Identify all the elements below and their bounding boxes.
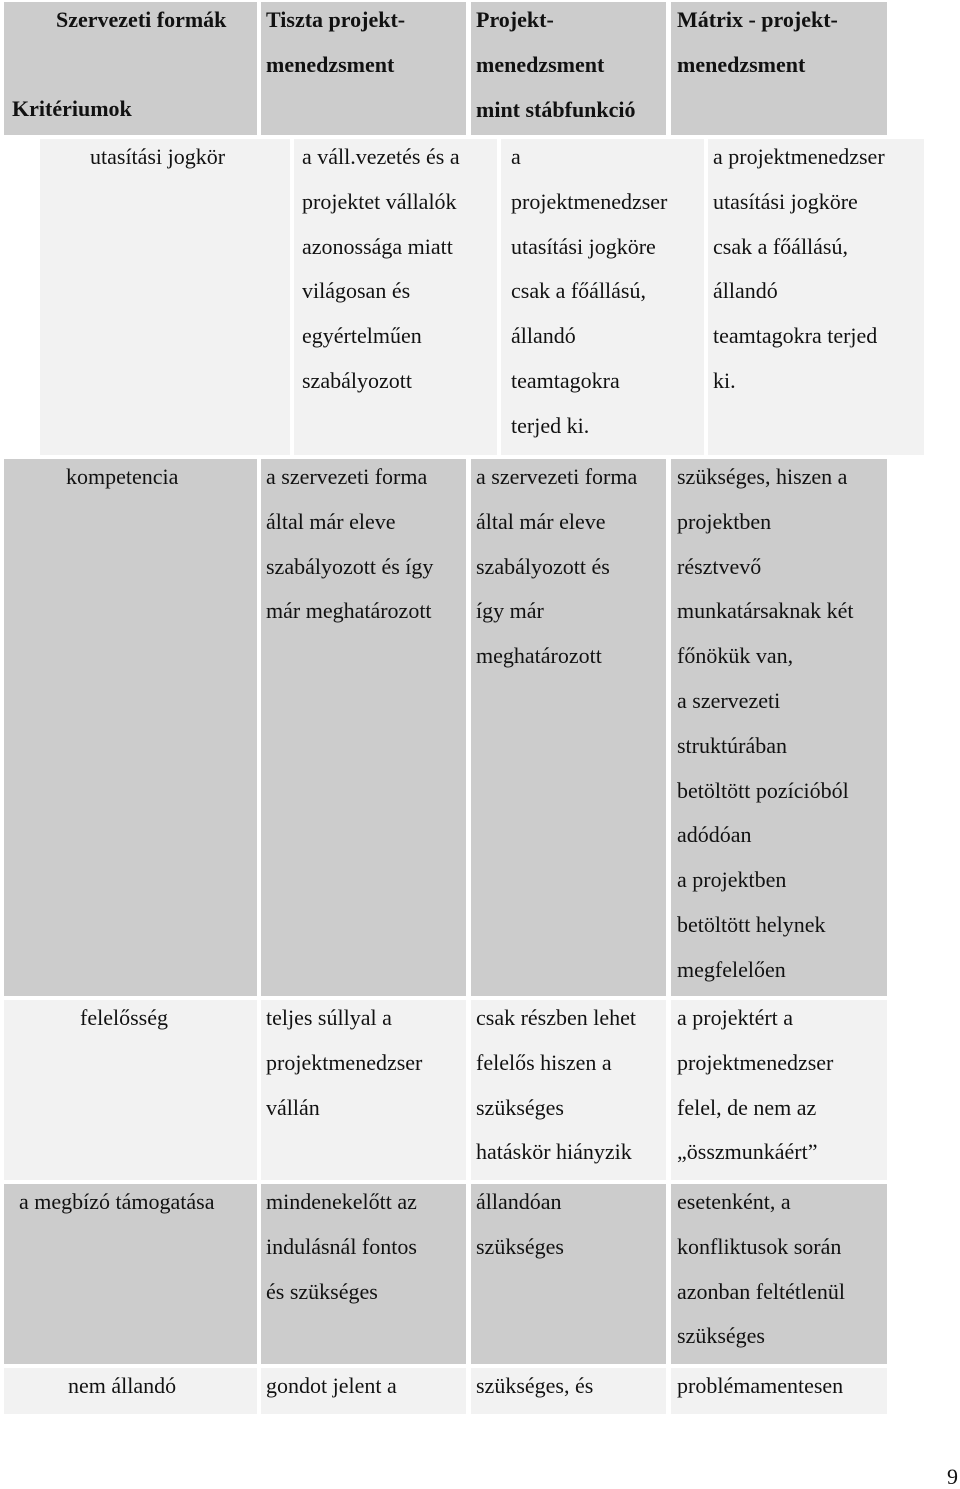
row-col1: a szervezeti forma által már eleve szabályozott és így már meghatározott [266,464,434,624]
table-row-label-cell [4,1000,257,1180]
header-col1: Tiszta projekt- menedzsment [266,7,406,77]
table-cell [261,1368,466,1414]
table-cell [471,459,666,996]
row-col2: a projektmenedzser utasítási jogköre csak a főállású, állandó teamtagokra terjed ki. [511,144,668,438]
row-col1: mindenekelőtt az indulásnál fontos és szükséges [266,1189,417,1304]
row-col1: gondot jelent a [266,1373,397,1398]
row-col1: teljes súllyal a projektmenedzser vállán [266,1005,423,1120]
row-col3: szükséges, hiszen a projektben résztvevő munkatársaknak két főnökük van, a szervezeti struktúrában betöltött pozícióból adódóan a projektben betöltött helynek megfelelően [677,464,854,982]
header-org-forms: Szervezeti formák [56,7,227,32]
table-cell [471,1000,666,1180]
table-cell [671,1368,887,1414]
table-cell [671,1000,887,1180]
table-cell [261,459,466,996]
cell-divider [290,139,294,455]
table-cell [261,1000,466,1180]
header-col3: Mátrix - projekt- menedzsment [677,7,838,77]
table-row [40,139,924,455]
row-col2: állandóan szükséges [476,1189,564,1259]
header-criteria-cell [4,2,257,135]
table-row-label-cell [4,1184,257,1364]
row-label: felelősség [80,1005,168,1030]
row-col3: esetenként, a konfliktusok során azonban feltétlenül szükséges [677,1189,845,1349]
row-label: utasítási jogkör [90,144,226,169]
header-col2: Projekt- menedzsment mint stábfunkció [476,7,636,122]
page-number: 9 [947,1464,958,1489]
row-col2: csak részben lehet felelős hiszen a szükséges hatáskör hiányzik [476,1005,637,1165]
row-col1: a váll.vezetés és a projektet vállalók azonossága miatt világosan és egyértelműen szabályozott [302,144,460,393]
table-cell [471,1368,666,1414]
cell-divider [497,139,501,455]
header-col1-cell [261,2,466,135]
header-criteria: Kritériumok [12,96,132,121]
table-cell [671,1184,887,1364]
header-col2-cell [471,2,666,135]
table-cell [261,1184,466,1364]
table-cell [471,1184,666,1364]
row-label: nem állandó [68,1373,177,1398]
table-row-label-cell [4,1368,257,1414]
table-row-label-cell [4,459,257,996]
row-label: kompetencia [66,464,179,489]
row-col3: problémamentesen [677,1373,844,1398]
row-col2: a szervezeti forma által már eleve szabályozott és így már meghatározott [476,464,638,669]
header-col3-cell [671,2,887,135]
cell-divider [704,139,708,455]
table-cell [671,459,887,996]
row-col3: a projektmenedzser utasítási jogköre csak a főállású, állandó teamtagokra terjed ki. [713,144,885,393]
row-col3: a projektért a projektmenedzser felel, de nem az „összmunkáért” [677,1005,834,1165]
row-label: a megbízó támogatása [19,1189,215,1214]
row-col2: szükséges, és [476,1373,594,1398]
